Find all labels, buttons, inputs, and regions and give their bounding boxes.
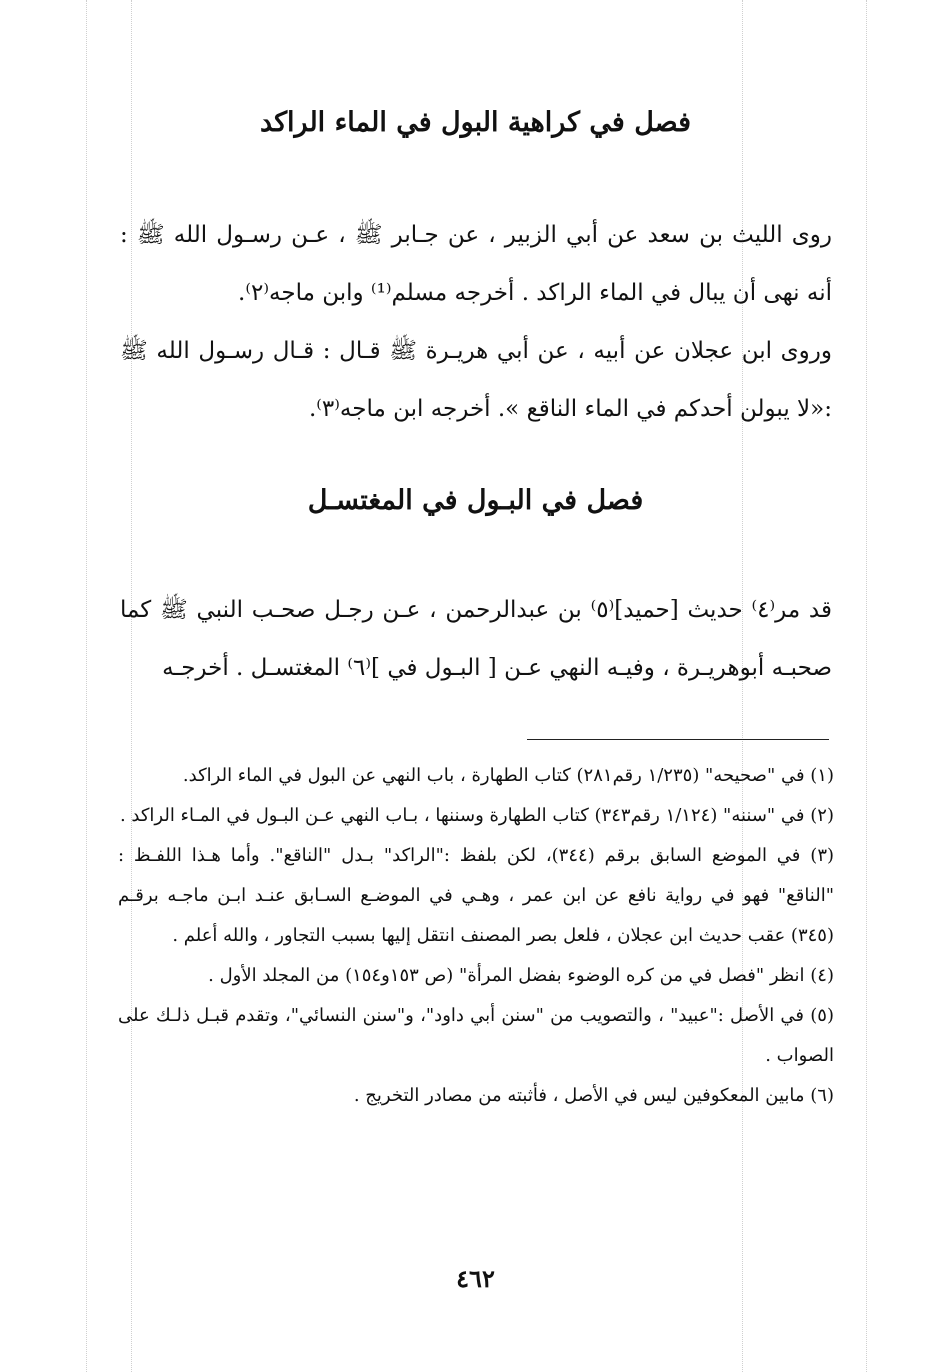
- section-heading-stagnant-water: فصل في كراهية البول في الماء الراكد: [260, 107, 691, 138]
- footnote-6: (٦) مابين المعكوفين ليس في الأصل ، فأثبته من مصادر التخريج .: [353, 1085, 834, 1106]
- footnote-3: (٣) في الموضع السابق برقم (٣٤٤)، لكن بلفظ :"الراكد" بـدل "الناقع". وأما هـذا اللفـظ : "الناقع" فهو في رواية نافع عن ابن عمر ، وهـي في الموضـع السـابق عنـد ابـن ماجـه برقـم (٣٤٥) عقب حديث ابن عجلان ، فلعل بصر المصنف انتقل إليها بسبب التجاور ، والله أعلم .: [118, 845, 835, 946]
- footnote-2: (٢) في "سننه" (١/١٢٤ رقم٣٤٣) كتاب الطهارة وسننها ، بـاب النهي عـن البـول في المـاء الراكد .: [119, 805, 834, 826]
- scan-artifact-line: [86, 0, 87, 1372]
- paragraph-3: قد مر⁽٤⁾ حديث [حميد]⁽٥⁾ بن عبدالرحمن ، عـن رجـل صحـب النبي ﷺ كما صحبـه أبوهريـرة ، وفيـه النهي عـن [ البـول في ]⁽٦⁾ المغتسـل . أخرجـه: [120, 597, 832, 681]
- footnote-4: (٤) انظر "فصل في من كره الوضوء بفضل المرأة" (ص ١٥٣و١٥٤) من المجلد الأول .: [208, 965, 834, 986]
- footnotes: [118, 756, 834, 1116]
- paragraph-2: وروى ابن عجلان عن أبيه ، عن أبي هريـرة ﷺ قـال : قـال رسـول الله ﷺ :«لا يبولن أحدكم في الماء الناقع ». أخرجه ابن ماجه⁽٣⁾.: [120, 338, 832, 422]
- footnote-5: (٥) في الأصل :"عبيد" ، والتصويب من "سنن أبي داود"، و"سنن النسائي"، وتقدم قبـل ذلـك على الصواب .: [118, 1005, 834, 1066]
- paragraph-1: روى الليث بن سعد عن أبي الزبير ، عن جـابر ﷺ ، عـن رسـول الله ﷺ : أنه نهى أن يبال في الماء الراكد . أخرجه مسلم⁽¹⁾ وابن ماجه⁽٢⁾.: [120, 222, 832, 306]
- footnote-separator: [527, 739, 829, 740]
- scan-artifact-line: [866, 0, 867, 1372]
- section-body-1: [120, 206, 832, 438]
- page-number: ٤٦٢: [456, 1264, 495, 1293]
- section-body-2: [120, 581, 832, 697]
- section-heading-bathing-place: فصل في البـول في المغتسـل: [307, 485, 644, 516]
- footnote-1: (١) في "صحيحه" (١/٢٣٥ رقم٢٨١) كتاب الطهارة ، باب النهي عن البول في الماء الراكد.: [182, 765, 834, 786]
